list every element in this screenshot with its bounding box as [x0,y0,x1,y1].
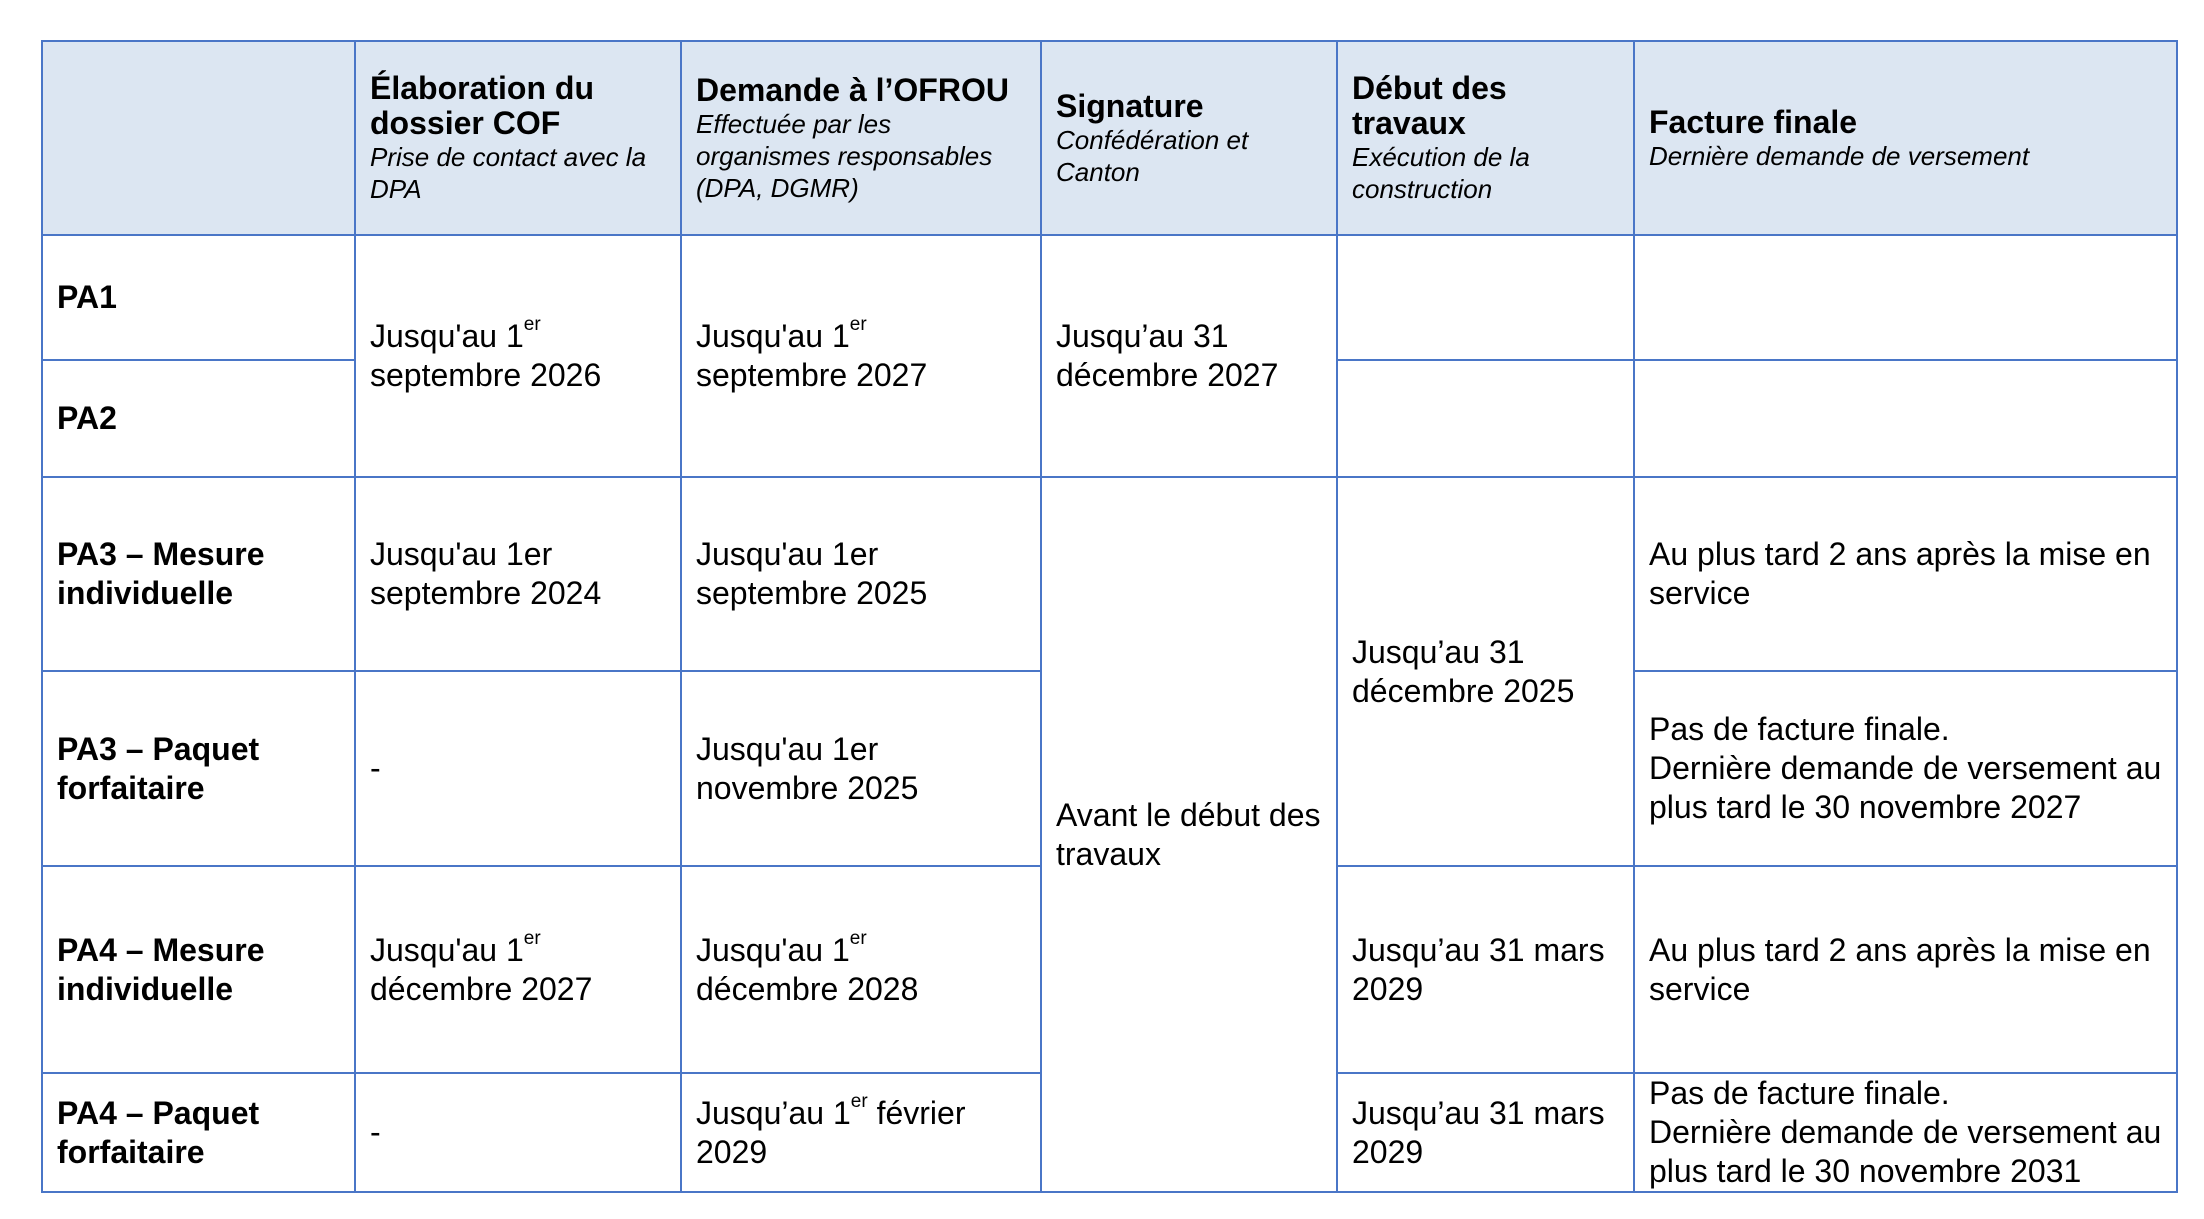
pa1-works-empty [1337,235,1634,360]
pa4-package-cof-deadline: - [355,1073,681,1192]
row-label-pa1: PA1 [42,235,355,360]
header-final-invoice [1634,41,2177,235]
pa12-ofrou-deadline [681,235,1041,477]
pa12-ofrou-sup: er [849,313,867,335]
header-cof-subtitle: Prise de contact avec la DPA [370,142,647,204]
pa4-package-invoice-line1: Pas de facture finale. [1649,1075,1950,1111]
pa4-individual-cof-sup: er [523,927,541,949]
header-works-title: Début des travaux [1352,70,1507,141]
pa4-individual-cof-deadline [355,866,681,1073]
deadlines-table [41,40,2178,1193]
pa4-individual-final-invoice: Au plus tard 2 ans après la mise en service [1634,866,2177,1073]
pa4-package-invoice-line2: Dernière demande de versement au plus tard le 30 novembre 2031 [1649,1114,2162,1189]
pa12-signature-deadline: Jusqu’au 31 décembre 2027 [1041,235,1337,477]
pa4-individual-ofrou-text-b: décembre 2028 [696,970,919,1007]
pa3-package-invoice-line1: Pas de facture finale. [1649,711,1950,747]
pa3-individual-ofrou-deadline: Jusqu'au 1er septembre 2025 [681,477,1041,671]
row-label-pa2: PA2 [42,360,355,477]
pa3-package-final-invoice [1634,671,2177,866]
header-final-invoice-subtitle: Dernière demande de versement [1649,140,2030,171]
header-final-invoice-title: Facture finale [1649,103,1858,140]
pa2-works-empty [1337,360,1634,477]
pa2-invoice-empty [1634,360,2177,477]
pa12-cof-sup: er [523,313,541,335]
header-ofrou-subtitle: Effectuée par les organismes responsables (DPA, DGMR) [696,108,993,203]
header-empty-cell [42,41,355,235]
header-cof-title: Élaboration du dossier COF [370,70,594,141]
pa12-ofrou-text-b: septembre 2027 [696,357,928,393]
pa4-package-works-deadline: Jusqu’au 31 mars 2029 [1337,1073,1634,1192]
header-ofrou-title: Demande à l’OFROU [696,71,1009,108]
header-works-subtitle: Exécution de la construction [1352,142,1530,204]
header-ofrou [681,41,1041,235]
pa4-individual-ofrou-deadline [681,866,1041,1073]
pa3-package-invoice-line2: Dernière demande de versement au plus tard le 30 novembre 2027 [1649,750,2162,825]
pa4-package-ofrou-deadline [681,1073,1041,1192]
pa3-works-deadline: Jusqu’au 31 décembre 2025 [1337,477,1634,866]
pa1-invoice-empty [1634,235,2177,360]
table-row-pa3-individual [42,477,2177,671]
pa12-cof-text-a: Jusqu'au 1 [370,318,524,354]
pa4-package-ofrou-sup: er [850,1090,868,1112]
header-cof [355,41,681,235]
row-label-pa4-package: PA4 – Paquet forfaitaire [42,1073,355,1192]
pa12-ofrou-text-a: Jusqu'au 1 [696,318,850,354]
signature-before-works: Avant le début des travaux [1041,477,1337,1192]
pa4-package-ofrou-text-a: Jusqu’au 1 [696,1094,851,1131]
row-label-pa4-individual: PA4 – Mesure individuelle [42,866,355,1073]
pa4-individual-cof-text-a: Jusqu'au 1 [370,931,524,968]
header-works [1337,41,1634,235]
pa3-individual-cof-deadline: Jusqu'au 1er septembre 2024 [355,477,681,671]
row-label-pa3-package: PA3 – Paquet forfaitaire [42,671,355,866]
pa4-individual-works-deadline: Jusqu’au 31 mars 2029 [1337,866,1634,1073]
pa4-individual-cof-text-b: décembre 2027 [370,970,593,1007]
pa4-package-final-invoice [1634,1073,2177,1192]
pa12-cof-text-b: septembre 2026 [370,357,602,393]
pa4-package-ofrou-text-b: février 2029 [696,1094,966,1170]
header-signature [1041,41,1337,235]
header-signature-title: Signature [1056,87,1204,124]
pa3-package-ofrou-deadline: Jusqu'au 1er novembre 2025 [681,671,1041,866]
header-row [42,41,2177,235]
pa12-cof-deadline [355,235,681,477]
row-label-pa3-individual: PA3 – Mesure individuelle [42,477,355,671]
pa4-individual-ofrou-sup: er [849,927,867,949]
pa3-package-cof-deadline: - [355,671,681,866]
pa4-individual-ofrou-text-a: Jusqu'au 1 [696,931,850,968]
header-signature-subtitle: Confédération et Canton [1056,124,1249,187]
pa3-individual-final-invoice: Au plus tard 2 ans après la mise en service [1634,477,2177,671]
table-row-pa1 [42,235,2177,360]
